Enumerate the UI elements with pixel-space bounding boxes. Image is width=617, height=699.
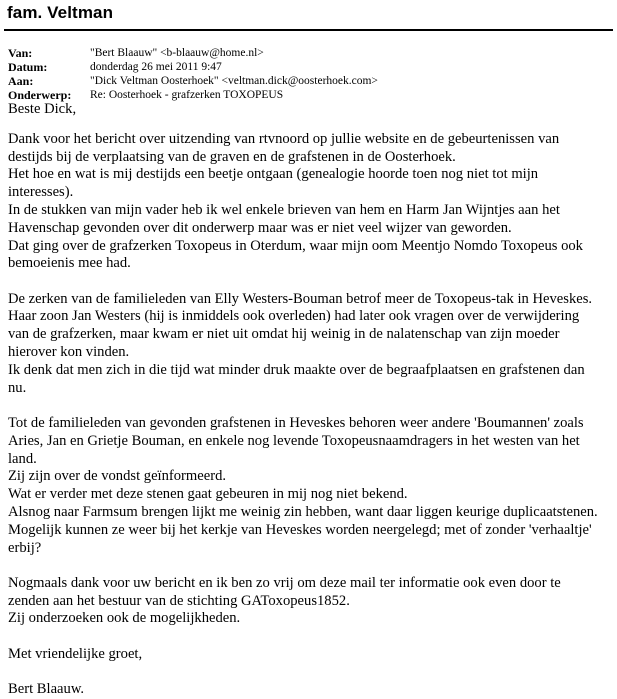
from-value: "Bert Blaauw" <b-blaauw@home.nl> [90,47,264,59]
signature: Bert Blaauw. [8,681,85,698]
meta-row-from [8,46,613,60]
text-line: hierover kon vinden. [8,344,130,361]
text-line: interesses). [8,184,74,201]
closing: Met vriendelijke groet, [8,645,143,662]
to-label: Aan: [8,74,34,88]
text-line: nu. [8,379,27,396]
to-value: "Dick Veltman Oosterhoek" <veltman.dick@oosterhoek.com> [90,75,378,87]
subject-label: Onderwerp: [8,88,72,102]
text-line: In de stukken van mijn vader heb ik wel enkele brieven van hem en Harm Jan Wijntjes aan het [8,201,560,218]
text-line: Alsnog naar Farmsum brengen lijkt me weinig zin hebben, want daar liggen keurige duplicaatstenen. [8,503,598,520]
meta-row-to [8,74,613,88]
text-line: land. [8,450,37,467]
text-line: Ik denk dat men zich in die tijd wat minder druk maakte over de begraafplaatsen en grafstenen dan [8,361,585,378]
paragraph-4 [8,575,613,628]
paragraph-3 [8,415,613,557]
text-line: destijds bij de verplaatsing van de graven en de grafstenen in de Oosterhoek. [8,148,456,165]
text-line: Nogmaals dank voor uw bericht en ik ben zo vrij om deze mail ter informatie ook even door te [8,574,561,591]
text-line: zenden aan het bestuur van de stichting GAToxopeus1852. [8,592,350,609]
text-line: Zij zijn over de vondst geïnformeerd. [8,468,227,485]
text-line: Wat er verder met deze stenen gaat gebeuren in mij nog niet bekend. [8,486,408,503]
meta-row-subject [8,88,613,102]
from-label: Van: [8,46,33,60]
family-name-header: fam. Veltman [7,3,114,22]
text-line: Mogelijk kunnen ze weer bij het kerkje van Heveskes worden neergelegd; met of zonder 'verhaaltje' [8,521,592,538]
text-line: van de grafzerken, maar kwam er niet uit omdat hij weinig in de nalatenschap van zijn moeder [8,326,560,343]
date-label: Datum: [8,60,48,74]
letter-body [8,101,613,699]
header-divider [4,29,613,31]
text-line: Het hoe en wat is mij destijds een beetje ontgaan (genealogie hoorde toen nog niet tot mijn [8,166,539,183]
text-line: Havenschap gevonden over dit onderwerp maar was er niet veel wijzer van geworden. [8,219,512,236]
meta-row-date [8,60,613,74]
text-line: Tot de familieleden van gevonden grafstenen in Heveskes behoren weer andere 'Boumannen' zoals [8,414,584,431]
greeting: Beste Dick, [8,101,77,117]
text-line: erbij? [8,539,42,556]
text-line: Aries, Jan en Grietje Bouman, en enkele nog levende Toxopeusnaamdragers in het westen van het [8,432,580,449]
text-line: Dank voor het bericht over uitzending van rtvnoord op jullie website en de gebeurtenissen van [8,130,560,147]
text-line: De zerken van de familieleden van Elly Westers-Bouman betrof meer de Toxopeus-tak in Heveskes. [8,290,593,307]
email-meta [8,46,613,102]
text-line: Dat ging over de grafzerken Toxopeus in Oterdum, waar mijn oom Meentjo Nomdo Toxopeus ook [8,237,583,254]
text-line: Haar zoon Jan Westers (hij is inmiddels ook overleden) had later ook vragen over de verwijdering [8,308,580,325]
paragraph-1 [8,131,613,273]
subject-value: Re: Oosterhoek - grafzerken TOXOPEUS [90,89,284,101]
text-line: bemoeienis mee had. [8,255,131,272]
text-line: Zij onderzoeken ook de mogelijkheden. [8,610,241,627]
date-value: donderdag 26 mei 2011 9:47 [90,61,222,73]
paragraph-2 [8,291,613,398]
